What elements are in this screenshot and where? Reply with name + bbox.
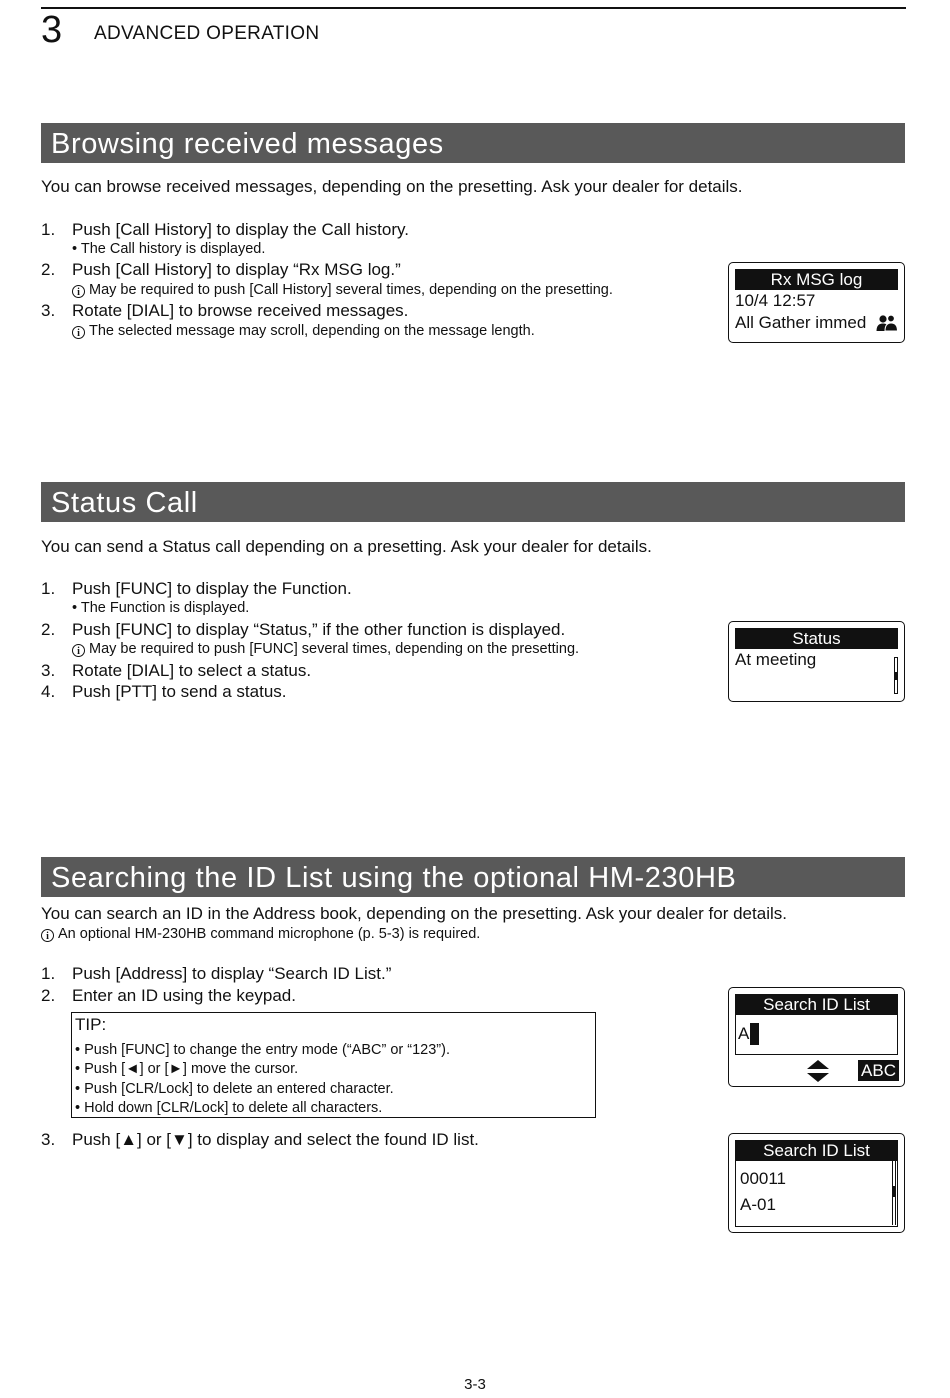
step-text: Enter an ID using the keypad.	[72, 986, 296, 1005]
step-number: 1.	[41, 964, 56, 983]
note-text: An optional HM-230HB command microphone (p. 5-3) is required.	[58, 926, 481, 942]
section-intro: You can browse received messages, depending on the presetting. Ask your dealer for details.	[41, 177, 743, 196]
lcd-display-rx-msg-log	[728, 262, 905, 343]
step-number: 3.	[41, 301, 56, 320]
step-text: Push [FUNC] to display “Status,” if the other function is displayed.	[72, 620, 566, 639]
section-intro: You can send a Status call depending on a presetting. Ask your dealer for details.	[41, 537, 652, 556]
lcd-header: Search ID List	[735, 1140, 898, 1161]
step-text: Push [Call History] to display “Rx MSG log.”	[72, 260, 401, 279]
step-note	[72, 281, 613, 299]
section-title-status-call: Status Call	[41, 482, 905, 522]
step-text: Rotate [DIAL] to browse received messages.	[72, 301, 409, 320]
step-text: Push [FUNC] to display the Function.	[72, 579, 352, 598]
chapter-title: ADVANCED OPERATION	[94, 23, 320, 44]
scrollbar-thumb	[893, 1186, 895, 1197]
scrollbar	[892, 1161, 896, 1225]
note-text: The selected message may scroll, depending on the message length.	[89, 323, 535, 339]
info-icon: i	[72, 285, 85, 298]
scrollbar	[894, 657, 898, 694]
step-note: • The Function is displayed.	[72, 600, 250, 616]
tip-item: • Push [FUNC] to change the entry mode (“ABC” or “123”).	[75, 1042, 450, 1058]
step-text: Push [Address] to display “Search ID List.”	[72, 964, 392, 983]
lcd-display-status	[728, 621, 905, 702]
lcd-header: Status	[735, 628, 898, 649]
result-line: A-01	[740, 1195, 776, 1214]
section-title-search-id: Searching the ID List using the optional HM-230HB	[41, 857, 905, 897]
entry-text: A	[738, 1024, 750, 1043]
info-icon: i	[72, 644, 85, 657]
step-number: 1.	[41, 220, 56, 239]
tip-item: • Push [CLR/Lock] to delete an entered character.	[75, 1081, 394, 1097]
tip-title: TIP:	[75, 1015, 107, 1034]
lcd-line: At meeting	[735, 650, 817, 669]
result-list	[735, 1161, 898, 1227]
tip-item: • Hold down [CLR/Lock] to delete all characters.	[75, 1100, 383, 1116]
lcd-line: 10/4 12:57	[735, 291, 816, 310]
step-text: Push [▲] or [▼] to display and select the found ID list.	[72, 1130, 479, 1149]
step-text: Rotate [DIAL] to select a status.	[72, 661, 312, 680]
lcd-display-search-result	[728, 1133, 905, 1233]
section-intro: You can search an ID in the Address book, depending on the presetting. Ask your dealer for details.	[41, 904, 787, 923]
step-number: 1.	[41, 579, 56, 598]
step-number: 3.	[41, 1130, 56, 1149]
tip-box	[71, 1012, 596, 1118]
step-number: 4.	[41, 682, 56, 701]
lcd-header: Search ID List	[735, 994, 898, 1015]
info-icon: i	[41, 929, 54, 942]
step-number: 2.	[41, 620, 56, 639]
page-number: 3-3	[464, 1376, 486, 1393]
chapter-number: 3	[41, 9, 63, 51]
step-number: 2.	[41, 986, 56, 1005]
step-number: 2.	[41, 260, 56, 279]
lcd-header: Rx MSG log	[735, 269, 898, 290]
up-down-arrow-icon	[806, 1060, 830, 1082]
group-icon	[876, 314, 898, 332]
tip-item: • Push [◄] or [►] move the cursor.	[75, 1061, 299, 1077]
note-text: May be required to push [FUNC] several times, depending on the presetting.	[89, 641, 580, 657]
step-text: Push [Call History] to display the Call history.	[72, 220, 409, 239]
step-note	[72, 322, 535, 340]
step-text: Push [PTT] to send a status.	[72, 682, 287, 701]
result-line: 00011	[740, 1169, 787, 1188]
step-number: 3.	[41, 661, 56, 680]
section-intro-note	[41, 925, 480, 943]
entry-mode-badge: ABC	[858, 1060, 899, 1081]
step-note	[72, 640, 579, 658]
section-title-browsing: Browsing received messages	[41, 123, 905, 163]
note-text: May be required to push [Call History] several times, depending on the presetting.	[89, 282, 613, 298]
header-rule	[41, 7, 906, 9]
lcd-line: All Gather immed	[735, 313, 867, 332]
text-cursor	[750, 1023, 759, 1045]
step-note: • The Call history is displayed.	[72, 241, 266, 257]
lcd-display-search-entry	[728, 987, 905, 1087]
info-icon: i	[72, 326, 85, 339]
scrollbar-thumb	[895, 672, 897, 680]
id-entry-field	[735, 1015, 898, 1055]
